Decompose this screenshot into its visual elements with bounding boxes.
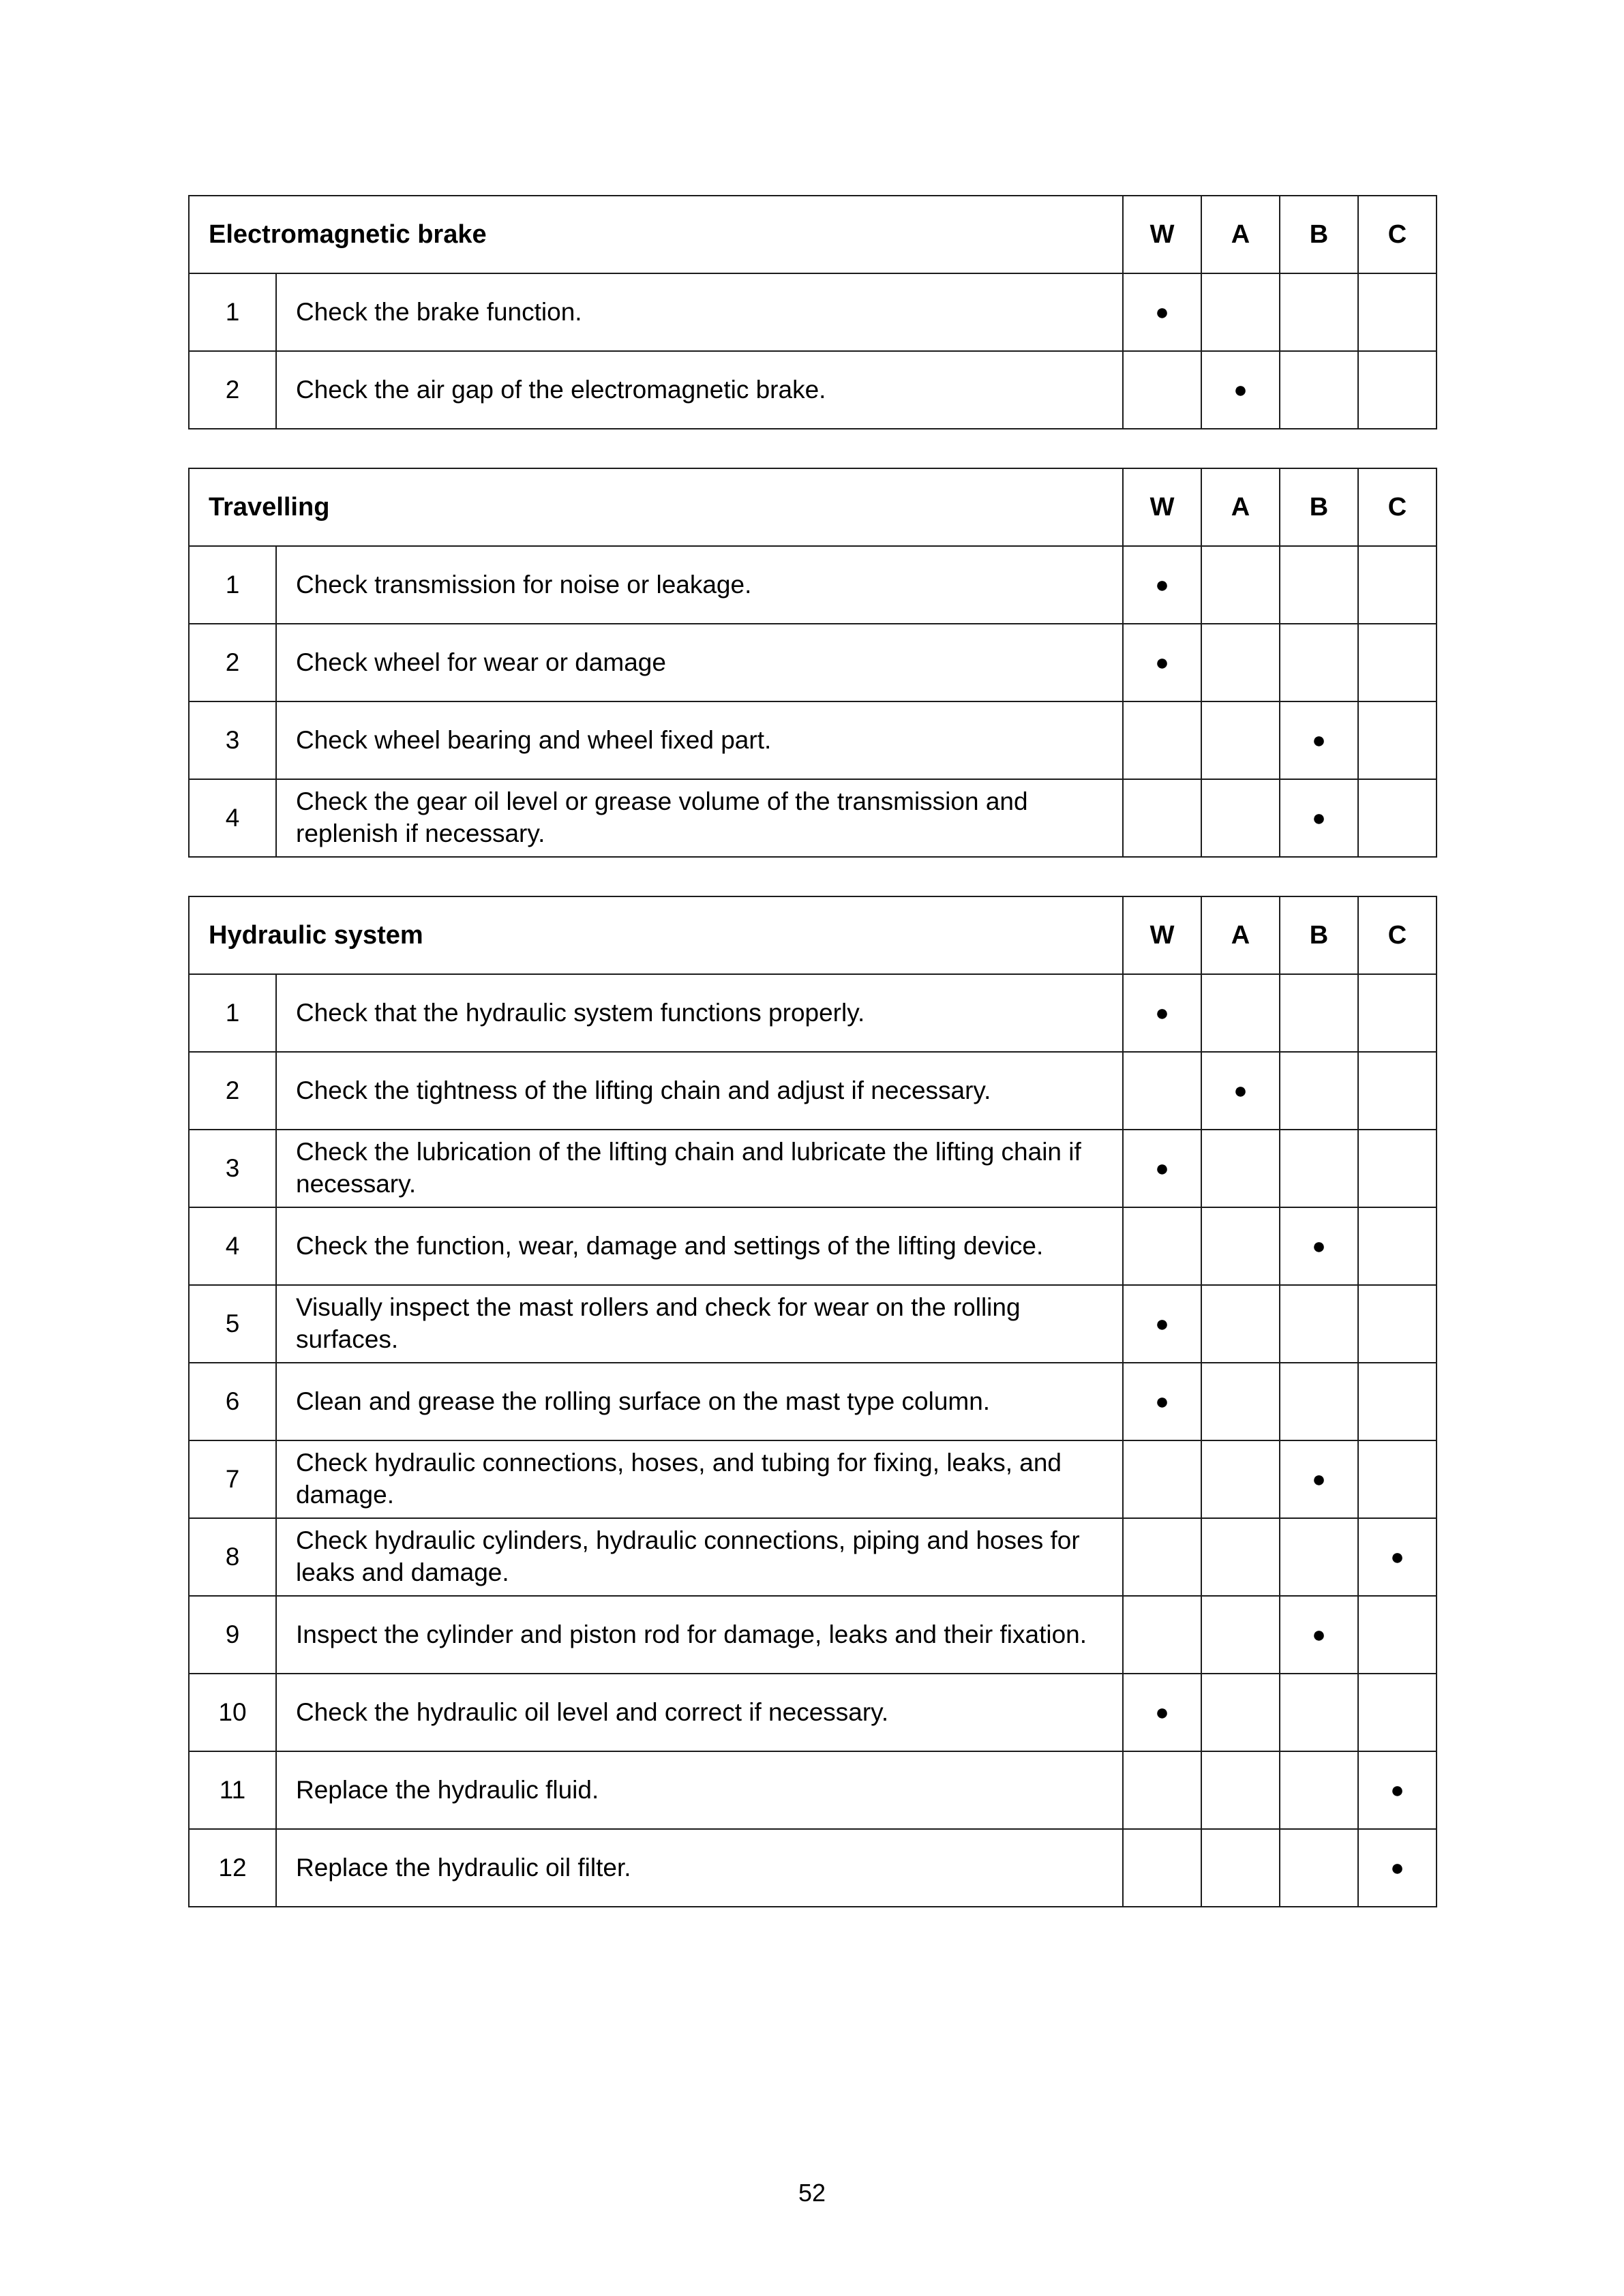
column-header-a: A (1201, 896, 1280, 974)
interval-mark-w: ● (1123, 1285, 1201, 1363)
page-number: 52 (798, 2179, 826, 2207)
row-number: 1 (189, 974, 276, 1052)
table-row (189, 1518, 1437, 1596)
interval-mark-w: ● (1123, 1674, 1201, 1751)
empty-cell (1280, 1363, 1358, 1440)
task-description: Check the brake function. (276, 273, 1123, 351)
row-number: 3 (189, 1130, 276, 1207)
interval-mark-w: ● (1123, 546, 1201, 624)
empty-cell (1358, 701, 1437, 779)
table-row (189, 1285, 1437, 1363)
empty-cell (1280, 1285, 1358, 1363)
empty-cell (1123, 1596, 1201, 1674)
empty-cell (1280, 351, 1358, 429)
task-description: Check the air gap of the electromagnetic brake. (276, 351, 1123, 429)
empty-cell (1280, 1130, 1358, 1207)
row-number: 11 (189, 1751, 276, 1829)
column-header-w: W (1123, 896, 1201, 974)
row-number: 9 (189, 1596, 276, 1674)
empty-cell (1123, 1518, 1201, 1596)
empty-cell (1123, 1751, 1201, 1829)
row-number: 8 (189, 1518, 276, 1596)
table-row (189, 779, 1437, 857)
empty-cell (1358, 624, 1437, 701)
task-description: Replace the hydraulic fluid. (276, 1751, 1123, 1829)
row-number: 4 (189, 779, 276, 857)
empty-cell (1201, 1207, 1280, 1285)
empty-cell (1201, 1363, 1280, 1440)
column-header-c: C (1358, 468, 1437, 546)
empty-cell (1123, 1829, 1201, 1907)
empty-cell (1201, 1518, 1280, 1596)
interval-mark-w: ● (1123, 1130, 1201, 1207)
page-content (188, 0, 1436, 1907)
empty-cell (1280, 974, 1358, 1052)
empty-cell (1280, 624, 1358, 701)
empty-cell (1358, 1596, 1437, 1674)
empty-cell (1358, 351, 1437, 429)
empty-cell (1280, 1674, 1358, 1751)
empty-cell (1201, 974, 1280, 1052)
column-header-a: A (1201, 468, 1280, 546)
table-row (189, 1440, 1437, 1518)
column-header-b: B (1280, 468, 1358, 546)
row-number: 2 (189, 1052, 276, 1130)
empty-cell (1280, 1518, 1358, 1596)
table-row (189, 1130, 1437, 1207)
table-row (189, 1674, 1437, 1751)
empty-cell (1358, 1440, 1437, 1518)
empty-cell (1123, 1440, 1201, 1518)
interval-mark-b: ● (1280, 1596, 1358, 1674)
table-row (189, 1052, 1437, 1130)
column-header-b: B (1280, 196, 1358, 273)
task-description: Check the gear oil level or grease volume of the transmission and replenish if necessary. (276, 779, 1123, 857)
table-row (189, 1596, 1437, 1674)
task-description: Replace the hydraulic oil filter. (276, 1829, 1123, 1907)
column-header-a: A (1201, 196, 1280, 273)
table-row (189, 1363, 1437, 1440)
empty-cell (1201, 273, 1280, 351)
table-row (189, 1751, 1437, 1829)
column-header-c: C (1358, 196, 1437, 273)
column-header-b: B (1280, 896, 1358, 974)
table-title: Hydraulic system (189, 896, 1123, 974)
table-row (189, 701, 1437, 779)
column-header-w: W (1123, 196, 1201, 273)
table-header-row (189, 896, 1437, 974)
empty-cell (1358, 273, 1437, 351)
task-description: Check hydraulic cylinders, hydraulic connections, piping and hoses for leaks and damage. (276, 1518, 1123, 1596)
task-description: Check the tightness of the lifting chain and adjust if necessary. (276, 1052, 1123, 1130)
row-number: 1 (189, 546, 276, 624)
column-header-w: W (1123, 468, 1201, 546)
interval-mark-w: ● (1123, 974, 1201, 1052)
row-number: 2 (189, 624, 276, 701)
row-number: 12 (189, 1829, 276, 1907)
interval-mark-a: ● (1201, 1052, 1280, 1130)
interval-mark-b: ● (1280, 701, 1358, 779)
row-number: 6 (189, 1363, 276, 1440)
empty-cell (1201, 701, 1280, 779)
table-row (189, 546, 1437, 624)
maintenance-table-2 (188, 896, 1437, 1907)
empty-cell (1358, 779, 1437, 857)
table-title: Travelling (189, 468, 1123, 546)
maintenance-table-1 (188, 468, 1437, 858)
interval-mark-w: ● (1123, 273, 1201, 351)
empty-cell (1280, 273, 1358, 351)
empty-cell (1201, 1596, 1280, 1674)
empty-cell (1201, 1751, 1280, 1829)
task-description: Check wheel for wear or damage (276, 624, 1123, 701)
interval-mark-b: ● (1280, 1207, 1358, 1285)
empty-cell (1358, 1285, 1437, 1363)
empty-cell (1201, 779, 1280, 857)
interval-mark-c: ● (1358, 1518, 1437, 1596)
empty-cell (1358, 1674, 1437, 1751)
interval-mark-c: ● (1358, 1751, 1437, 1829)
empty-cell (1123, 701, 1201, 779)
maintenance-tables (188, 195, 1436, 1907)
row-number: 10 (189, 1674, 276, 1751)
task-description: Check the hydraulic oil level and correct if necessary. (276, 1674, 1123, 1751)
table-title: Electromagnetic brake (189, 196, 1123, 273)
table-row (189, 273, 1437, 351)
interval-mark-b: ● (1280, 779, 1358, 857)
task-description: Check wheel bearing and wheel fixed part. (276, 701, 1123, 779)
task-description: Check that the hydraulic system functions properly. (276, 974, 1123, 1052)
empty-cell (1358, 1207, 1437, 1285)
empty-cell (1201, 546, 1280, 624)
table-header-row (189, 196, 1437, 273)
row-number: 3 (189, 701, 276, 779)
empty-cell (1201, 1130, 1280, 1207)
empty-cell (1123, 779, 1201, 857)
task-description: Inspect the cylinder and piston rod for damage, leaks and their fixation. (276, 1596, 1123, 1674)
task-description: Check the lubrication of the lifting chain and lubricate the lifting chain if necessary. (276, 1130, 1123, 1207)
table-header-row (189, 468, 1437, 546)
empty-cell (1358, 974, 1437, 1052)
task-description: Visually inspect the mast rollers and check for wear on the rolling surfaces. (276, 1285, 1123, 1363)
table-row (189, 1207, 1437, 1285)
empty-cell (1280, 1751, 1358, 1829)
empty-cell (1201, 1285, 1280, 1363)
empty-cell (1358, 1363, 1437, 1440)
table-row (189, 974, 1437, 1052)
task-description: Check the function, wear, damage and settings of the lifting device. (276, 1207, 1123, 1285)
empty-cell (1201, 1440, 1280, 1518)
row-number: 5 (189, 1285, 276, 1363)
empty-cell (1123, 351, 1201, 429)
interval-mark-b: ● (1280, 1440, 1358, 1518)
empty-cell (1358, 1052, 1437, 1130)
empty-cell (1358, 1130, 1437, 1207)
row-number: 2 (189, 351, 276, 429)
empty-cell (1201, 1829, 1280, 1907)
interval-mark-w: ● (1123, 1363, 1201, 1440)
interval-mark-c: ● (1358, 1829, 1437, 1907)
column-header-c: C (1358, 896, 1437, 974)
row-number: 4 (189, 1207, 276, 1285)
interval-mark-a: ● (1201, 351, 1280, 429)
task-description: Check transmission for noise or leakage. (276, 546, 1123, 624)
row-number: 7 (189, 1440, 276, 1518)
table-row (189, 1829, 1437, 1907)
empty-cell (1358, 546, 1437, 624)
row-number: 1 (189, 273, 276, 351)
empty-cell (1123, 1052, 1201, 1130)
empty-cell (1280, 1052, 1358, 1130)
task-description: Check hydraulic connections, hoses, and tubing for fixing, leaks, and damage. (276, 1440, 1123, 1518)
table-row (189, 351, 1437, 429)
empty-cell (1201, 1674, 1280, 1751)
empty-cell (1280, 1829, 1358, 1907)
empty-cell (1201, 624, 1280, 701)
empty-cell (1280, 546, 1358, 624)
maintenance-table-0 (188, 195, 1437, 429)
interval-mark-w: ● (1123, 624, 1201, 701)
task-description: Clean and grease the rolling surface on the mast type column. (276, 1363, 1123, 1440)
empty-cell (1123, 1207, 1201, 1285)
table-row (189, 624, 1437, 701)
